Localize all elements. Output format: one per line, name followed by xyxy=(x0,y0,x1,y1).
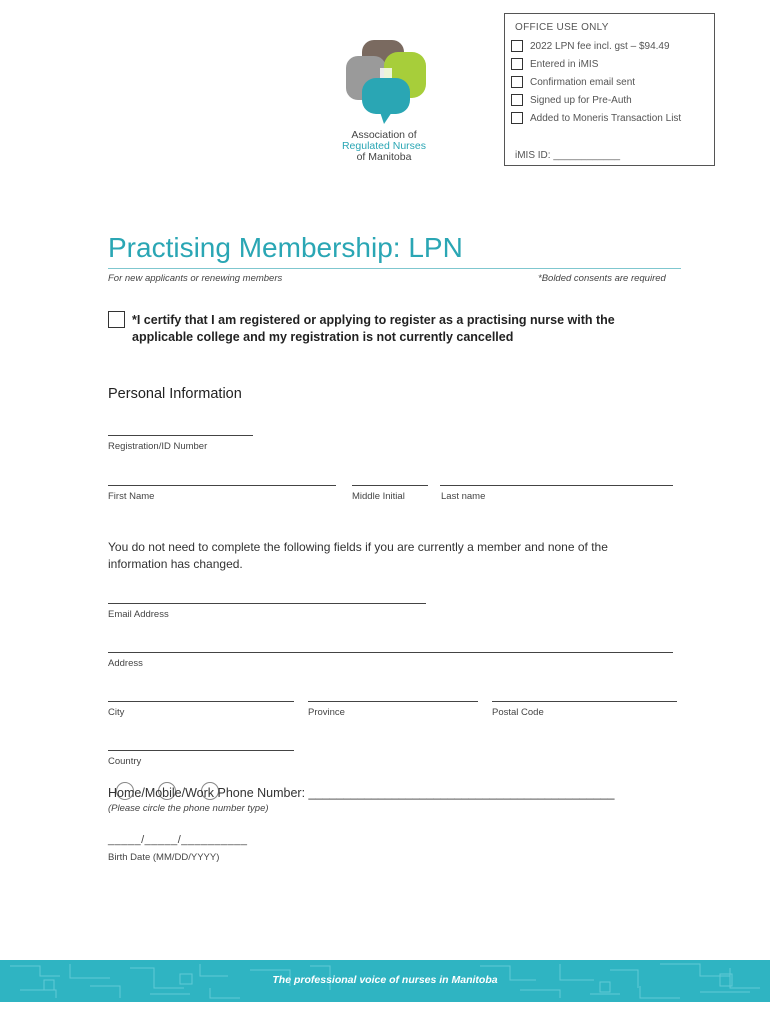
imis-id-field[interactable]: iMIS ID: ____________ xyxy=(515,150,621,161)
birth-date-input[interactable]: _____/_____/__________ xyxy=(108,834,248,846)
first-name-label: First Name xyxy=(108,491,155,502)
phone-field[interactable]: Home/Mobile/Work Phone Number: ____________________________________________ xyxy=(108,786,615,800)
birth-date-label: Birth Date (MM/DD/YYYY) xyxy=(108,852,220,863)
city-label: City xyxy=(108,707,125,718)
office-item[interactable]: Confirmation email sent xyxy=(511,74,635,90)
last-name-label: Last name xyxy=(441,491,486,502)
office-item[interactable]: Added to Moneris Transaction List xyxy=(511,110,681,126)
checkbox[interactable] xyxy=(511,112,523,124)
first-name-input[interactable] xyxy=(108,485,336,486)
email-input[interactable] xyxy=(108,603,426,604)
info-note: You do not need to complete the following fields if you are currently a member and none of the information has changed. xyxy=(108,540,608,571)
arnm-logo-icon xyxy=(344,38,428,130)
subtitle: For new applicants or renewing members xyxy=(108,273,283,284)
office-item[interactable]: Entered in iMIS xyxy=(511,56,598,72)
city-input[interactable] xyxy=(108,701,294,702)
province-label: Province xyxy=(308,707,345,718)
office-item[interactable]: 2022 LPN fee incl. gst – $94.49 xyxy=(511,38,670,54)
postal-code-input[interactable] xyxy=(492,701,677,702)
postal-code-label: Postal Code xyxy=(492,707,544,718)
address-label: Address xyxy=(108,658,143,669)
last-name-input[interactable] xyxy=(440,485,673,486)
section-title: Personal Information xyxy=(108,386,242,402)
phone-hint: (Please circle the phone number type) xyxy=(108,803,269,814)
address-input[interactable] xyxy=(108,652,673,653)
email-label: Email Address xyxy=(108,609,169,620)
office-use-box xyxy=(504,13,715,166)
middle-initial-label: Middle Initial xyxy=(352,491,405,502)
office-use-title: OFFICE USE ONLY xyxy=(515,22,609,33)
logo-text: Association of Regulated Nurses of Manitoba xyxy=(341,129,427,163)
required-note: *Bolded consents are required xyxy=(538,273,666,284)
registration-input[interactable] xyxy=(108,435,253,436)
title-divider xyxy=(108,268,681,269)
registration-label: Registration/ID Number xyxy=(108,441,208,452)
checkbox[interactable] xyxy=(511,76,523,88)
office-item[interactable]: Signed up for Pre-Auth xyxy=(511,92,632,108)
province-input[interactable] xyxy=(308,701,478,702)
checkbox[interactable] xyxy=(511,40,523,52)
footer-tagline: The professional voice of nurses in Manitoba xyxy=(272,974,498,986)
country-label: Country xyxy=(108,756,142,767)
consent-text: *I certify that I am registered or applying to register as a practising nurse with the applicable college and my registration is not currently cancelled xyxy=(132,313,615,344)
page-title: Practising Membership: LPN xyxy=(108,232,463,263)
checkbox[interactable] xyxy=(511,94,523,106)
consent-checkbox[interactable] xyxy=(108,311,125,328)
country-input[interactable] xyxy=(108,750,294,751)
checkbox[interactable] xyxy=(511,58,523,70)
middle-initial-input[interactable] xyxy=(352,485,428,486)
footer-banner xyxy=(0,960,770,1002)
